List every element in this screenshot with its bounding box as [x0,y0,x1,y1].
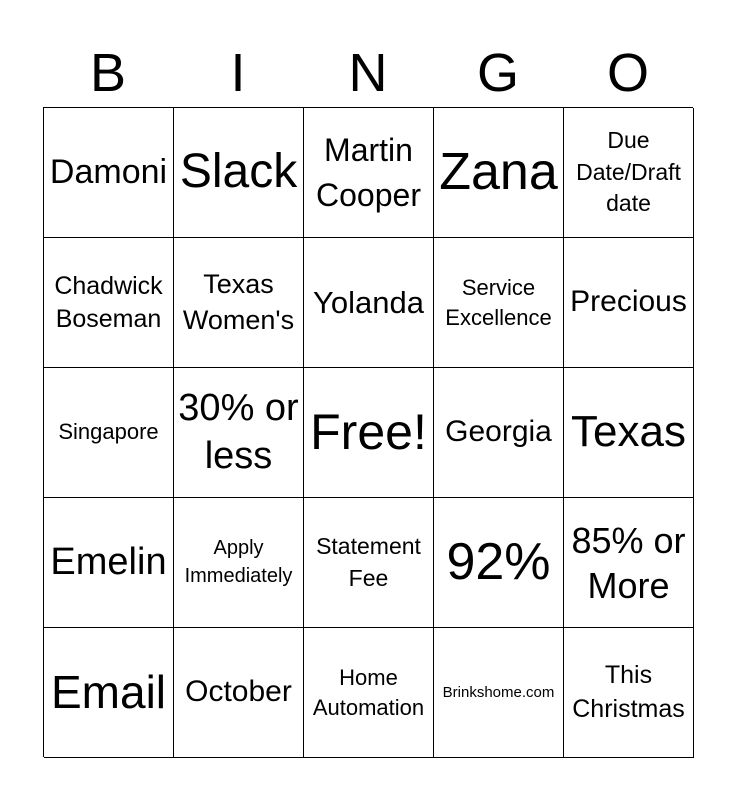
bingo-cell[interactable] [304,628,434,758]
header-letter-n: N [348,43,388,103]
bingo-cell-text: Apply Immediately [184,536,293,587]
header-letter-b: B [89,43,127,103]
bingo-cell[interactable] [564,108,694,238]
bingo-cell[interactable] [304,498,434,628]
header-letter-o: O [606,43,649,103]
bingo-cell[interactable] [564,628,694,758]
bingo-cell-text: Yolanda [313,284,424,320]
bingo-cell[interactable] [564,498,694,628]
bingo-cell[interactable] [564,368,694,498]
bingo-cell-text: Damoni [49,152,168,191]
bingo-cell-text: Precious [570,285,687,319]
bingo-cell[interactable] [434,238,564,368]
bingo-cell[interactable] [174,108,304,238]
bingo-cell[interactable] [174,238,304,368]
bingo-cell-text: Service Excellence [445,275,552,330]
bingo-cell[interactable] [434,628,564,758]
bingo-cell[interactable] [564,238,694,368]
bingo-cell-text: Texas [571,407,686,457]
bingo-cell[interactable] [434,498,564,628]
bingo-cell-text: Singapore [58,419,159,445]
bingo-cell-text: Slack [179,145,298,199]
bingo-cell[interactable] [44,368,174,498]
bingo-cell[interactable] [434,108,564,238]
bingo-cell[interactable] [304,368,434,498]
bingo-header [43,40,693,106]
bingo-cell-text: Email [50,666,167,719]
bingo-cell[interactable] [174,628,304,758]
bingo-cell-text: Texas Women's [182,268,295,335]
bingo-cell-text: Martin Cooper [316,131,421,213]
bingo-cell-text: 92% [446,532,551,591]
bingo-cell[interactable] [304,238,434,368]
bingo-card-grid [43,107,693,757]
bingo-cell-text: Chadwick Boseman [54,271,163,333]
bingo-cell[interactable] [434,368,564,498]
bingo-cell[interactable] [174,368,304,498]
header-letter-g: G [476,43,519,103]
header-letter-i: I [230,43,246,103]
bingo-cell-text: This Christmas [572,661,685,723]
bingo-cell-text: Statement Fee [316,533,421,591]
bingo-cell[interactable] [304,108,434,238]
bingo-cell-text: Zana [439,142,558,201]
bingo-cell-text: 85% or More [571,519,686,606]
bingo-cell[interactable] [44,498,174,628]
bingo-cell-text: Home Automation [312,664,425,720]
bingo-cell-text: 30% or less [178,386,299,477]
bingo-cell[interactable] [44,108,174,238]
bingo-cell-text: Due Date/Draft date [576,127,681,217]
bingo-cell[interactable] [44,238,174,368]
bingo-cell-text: Free! [310,404,427,460]
bingo-cell-text: Brinkshome.com [442,683,555,701]
bingo-cell-text: Emelin [50,540,167,583]
bingo-cell[interactable] [174,498,304,628]
bingo-cell[interactable] [44,628,174,758]
bingo-cell-text: Georgia [445,415,552,449]
bingo-cell-text: October [185,675,292,709]
